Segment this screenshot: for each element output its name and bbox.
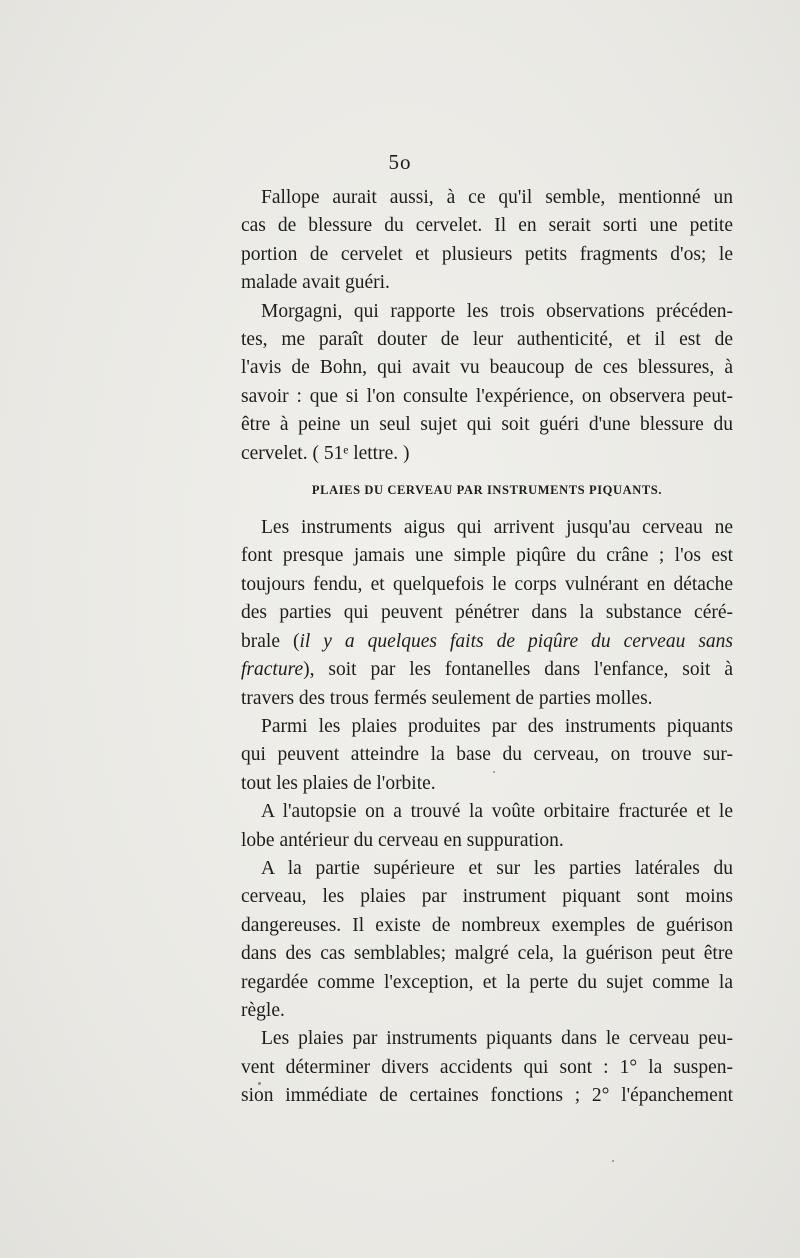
text-line: A l'autopsie on a trouvé la voûte orbitaire fracturée et le [261,801,733,823]
section-heading: PLAIES DU CERVEAU PAR INSTRUMENTS PIQUANTS. [311,483,663,498]
text-line: Fallope aurait aussi, à ce qu'il semble, mentionné un [261,187,733,208]
text-line: regardée comme l'exception, et la perte du sujet comme la [241,971,733,993]
text-line: dans des cas semblables; malgré cela, la guérison peut être [241,943,733,965]
text-line: toujours fendu, et quelquefois le corps vulnérant en détache [241,573,733,595]
text-line: dangereuses. Il existe de nombreux exemples de guérison [241,914,733,936]
text-line: font presque jamais une simple piqûre du crâne ; l'os est [241,545,733,567]
text-line: être à peine un seul sujet qui soit guéri d'une blessure du [241,414,733,436]
text-line: règle. [241,999,285,1021]
text-line: qui peuvent atteindre la base du cerveau, on trouve sur- [241,744,733,766]
text-line: portion de cervelet et plusieurs petits fragments d'os; le [241,243,733,265]
text-line: Morgagni, qui rapporte les trois observations précéden- [261,300,733,322]
text-span: ), soit par les fontanelles dans l'enfance, soit à [303,659,733,681]
text-line [241,656,733,684]
italic-aside: fracture [241,659,304,681]
text-line: tout les plaies de l'orbite. [241,772,436,794]
text-line: cas de blessure du cervelet. Il en serait sorti une petite [241,215,733,237]
text-line: cervelet. ( 51ᵉ lettre. ) [241,442,410,464]
text-line: malade avait guéri. [241,272,390,294]
text-line: tes, me paraît douter de leur authenticité, et il est de [241,329,733,351]
paper-speck [493,771,495,773]
text-line [241,628,733,656]
page-body [241,184,733,1111]
text-line: savoir : que si l'on consulte l'expérience, on observera peut- [241,385,733,407]
text-span: brale ( [241,630,300,652]
text-line: Parmi les plaies produites par des instruments piquants [261,715,733,737]
paper-speck [612,1160,614,1162]
text-line: vent déterminer divers accidents qui sont : 1° la suspen- [241,1056,733,1078]
text-line: des parties qui peuvent pénétrer dans la substance céré- [241,602,733,624]
text-line: sion immédiate de certaines fonctions ; 2° l'épanchement [241,1085,733,1107]
text-line: cerveau, les plaies par instrument piquant sont moins [241,886,733,908]
italic-aside: il y a quelques faits de piqûre du cerveau sans [299,630,733,652]
text-line: l'avis de Bohn, qui avait vu beaucoup de ces blessures, à [241,357,733,379]
text-line: travers des trous fermés seulement de parties molles. [241,687,653,709]
page-number: 5o [388,150,412,174]
text-line: Les plaies par instruments piquants dans le cerveau peu- [261,1028,733,1050]
text-line: lobe antérieur du cerveau en suppuration. [241,829,564,851]
text-line: A la partie supérieure et sur les parties latérales du [261,857,733,879]
text-line: Les instruments aigus qui arrivent jusqu'au cerveau ne [261,517,733,539]
paper-speck [258,1082,261,1085]
